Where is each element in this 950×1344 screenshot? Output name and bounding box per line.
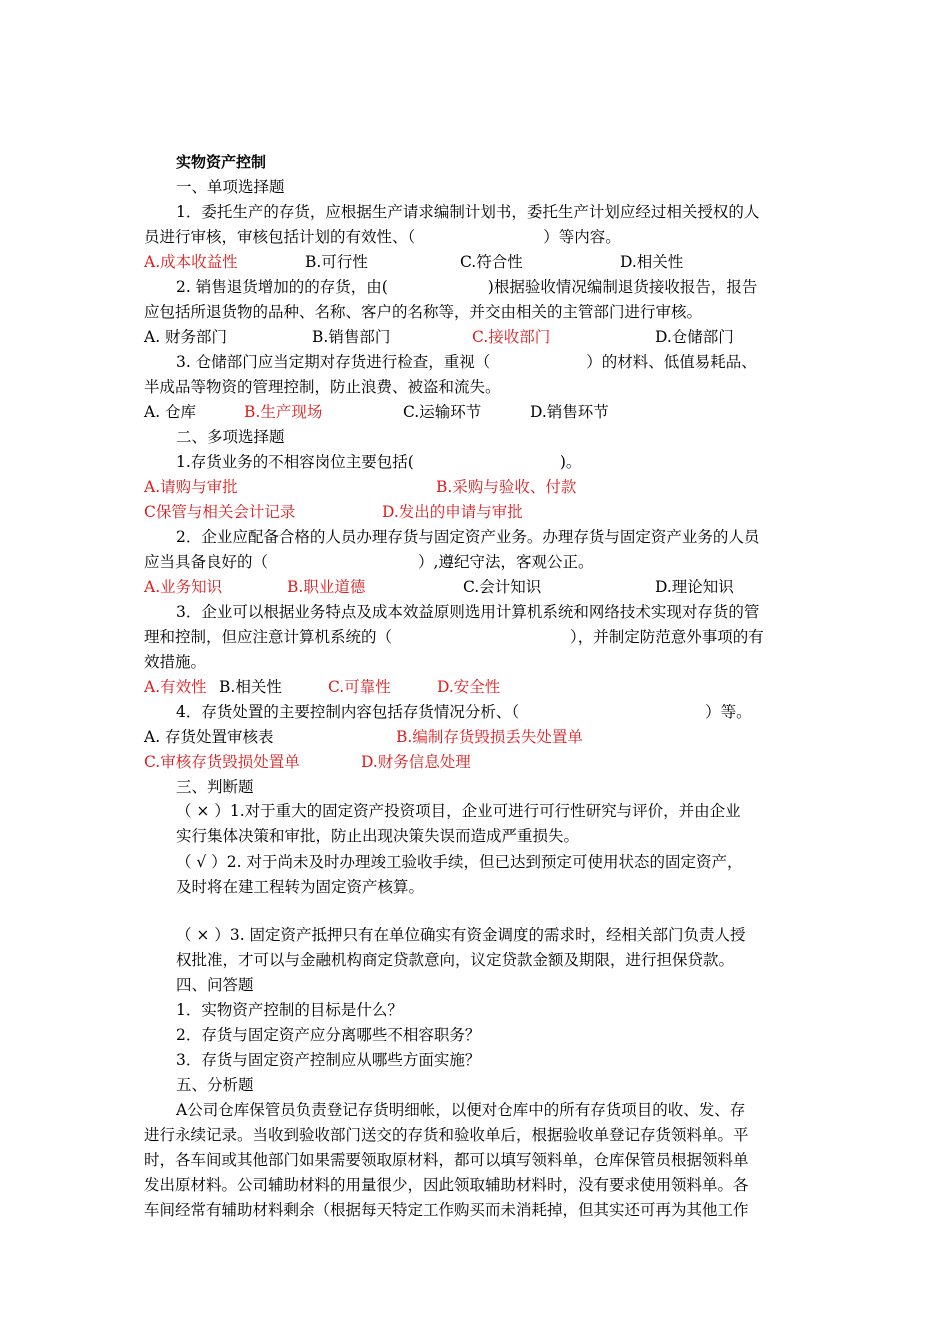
option-d: D.仓储部门 (655, 328, 734, 346)
s2-q3-line2: 理和控制，但应注意计算机系统的（ ），并制定防范意外事项的有 (144, 628, 764, 646)
option-d: D.财务信息处理 (361, 753, 471, 771)
section1-heading: 一、单项选择题 (176, 178, 285, 196)
option-c: C.会计知识 (463, 578, 542, 596)
judgment-item-2-line2: 及时将在建工程转为固定资产核算。 (176, 878, 425, 896)
option-c: C.接收部门 (472, 328, 551, 346)
judgment-item-3-line2: 权批准，才可以与金融机构商定贷款意向，议定贷款金额及期限，进行担保贷款。 (176, 951, 735, 969)
analysis-paragraph-line4: 发出原材料。公司辅助材料的用量很少，因此领取辅助材料时，没有要求使用领料单。各 (144, 1176, 749, 1194)
s1-q2-line2: 应包括所退货物的品种、名称、客户的名称等，并交由相关的主管部门进行审核。 (144, 303, 703, 321)
section5-heading: 五、分析题 (176, 1076, 254, 1094)
option-b: B.生产现场 (244, 403, 323, 421)
option-a: A. 存货处置审核表 (144, 728, 274, 746)
option-d: D.理论知识 (655, 578, 734, 596)
option-c: C.运输环节 (403, 403, 482, 421)
judgment-item-1-line1: （ × ）1.对于重大的固定资产投资项目，企业可进行可行性研究与评价，并由企业 (176, 802, 741, 820)
s2-q2-line1: 2．企业应配备合格的人员办理存货与固定资产业务。办理存货与固定资产业务的人员 (176, 528, 760, 546)
option-a: A. 仓库 (144, 403, 197, 421)
s2-q3-line3: 效措施。 (144, 653, 207, 671)
option-b: B.职业道德 (287, 578, 366, 596)
judgment-item-3-line1: （ × ）3. 固定资产抵押只有在单位确实有资金调度的需求时，经相关部门负责人授 (176, 926, 746, 944)
s2-q1-line1: 1.存货业务的不相容岗位主要包括( )。 (176, 453, 582, 471)
option-a: A.有效性 (144, 678, 207, 696)
s2-q4-line1: 4．存货处置的主要控制内容包括存货情况分析、（ ）等。 (176, 703, 752, 721)
section2-heading: 二、多项选择题 (176, 428, 285, 446)
option-c: C保管与相关会计记录 (144, 503, 296, 521)
question-item-3: 3．存货与固定资产控制应从哪些方面实施？ (176, 1051, 481, 1069)
option-c: C.符合性 (460, 253, 523, 271)
judgment-item-1-line2: 实行集体决策和审批，防止出现决策失误而造成严重损失。 (176, 827, 580, 845)
option-b: B.编制存货毁损丢失处置单 (396, 728, 583, 746)
option-a: A.业务知识 (144, 578, 223, 596)
s1-q3-line1: 3. 仓储部门应当定期对存货进行检查，重视（ ）的材料、低值易耗品、 (176, 353, 757, 371)
option-d: D.销售环节 (530, 403, 609, 421)
s1-q1-line2: 员进行审核，审核包括计划的有效性、（ ）等内容。 (144, 228, 621, 246)
page-title: 实物资产控制 (176, 153, 267, 171)
question-item-2: 2．存货与固定资产应分离哪些不相容职务？ (176, 1026, 481, 1044)
option-a: A.成本收益性 (144, 253, 238, 271)
question-item-1: 1．实物资产控制的目标是什么？ (176, 1001, 403, 1019)
s2-q2-line2: 应当具备良好的（ ）,遵纪守法，客观公正。 (144, 553, 594, 571)
option-b: B.可行性 (305, 253, 368, 271)
s1-q1-line1: 1．委托生产的存货，应根据生产请求编制计划书，委托生产计划应经过相关授权的人 (176, 203, 760, 221)
section4-heading: 四、问答题 (176, 976, 254, 994)
s2-q3-line1: 3．企业可以根据业务特点及成本效益原则选用计算机系统和网络技术实现对存货的管 (176, 603, 760, 621)
section3-heading: 三、判断题 (176, 778, 254, 796)
analysis-paragraph-line5: 车间经常有辅助材料剩余（根据每天特定工作购买而未消耗掉，但其实还可再为其他工作 (144, 1201, 749, 1219)
judgment-item-2-line1: （ √ ）2. 对于尚未及时办理竣工验收手续，但已达到预定可使用状态的固定资产， (176, 853, 743, 871)
option-d: D.相关性 (620, 253, 684, 271)
option-d: D.安全性 (437, 678, 501, 696)
option-b: B.采购与验收、付款 (436, 478, 577, 496)
s1-q3-line2: 半成品等物资的管理控制，防止浪费、被盗和流失。 (144, 378, 501, 396)
analysis-paragraph-line1: A公司仓库保管员负责登记存货明细帐，以便对仓库中的所有存货项目的收、发、存 (176, 1101, 746, 1119)
option-d: D.发出的申请与审批 (382, 503, 523, 521)
analysis-paragraph-line2: 进行永续记录。当收到验收部门送交的存货和验收单后，根据验收单登记存货领料单。平 (144, 1126, 749, 1144)
analysis-paragraph-line3: 时，各车间或其他部门如果需要领取原材料，都可以填写领料单，仓库保管员根据领料单 (144, 1151, 749, 1169)
option-c: C.审核存货毁损处置单 (144, 753, 300, 771)
option-b: B.相关性 (219, 678, 282, 696)
option-a: A. 财务部门 (144, 328, 228, 346)
option-a: A.请购与审批 (144, 478, 238, 496)
s1-q2-line1: 2. 销售退货增加的的存货，由( )根据验收情况编制退货接收报告，报告 (176, 278, 758, 296)
option-b: B.销售部门 (312, 328, 391, 346)
option-c: C.可靠性 (328, 678, 391, 696)
